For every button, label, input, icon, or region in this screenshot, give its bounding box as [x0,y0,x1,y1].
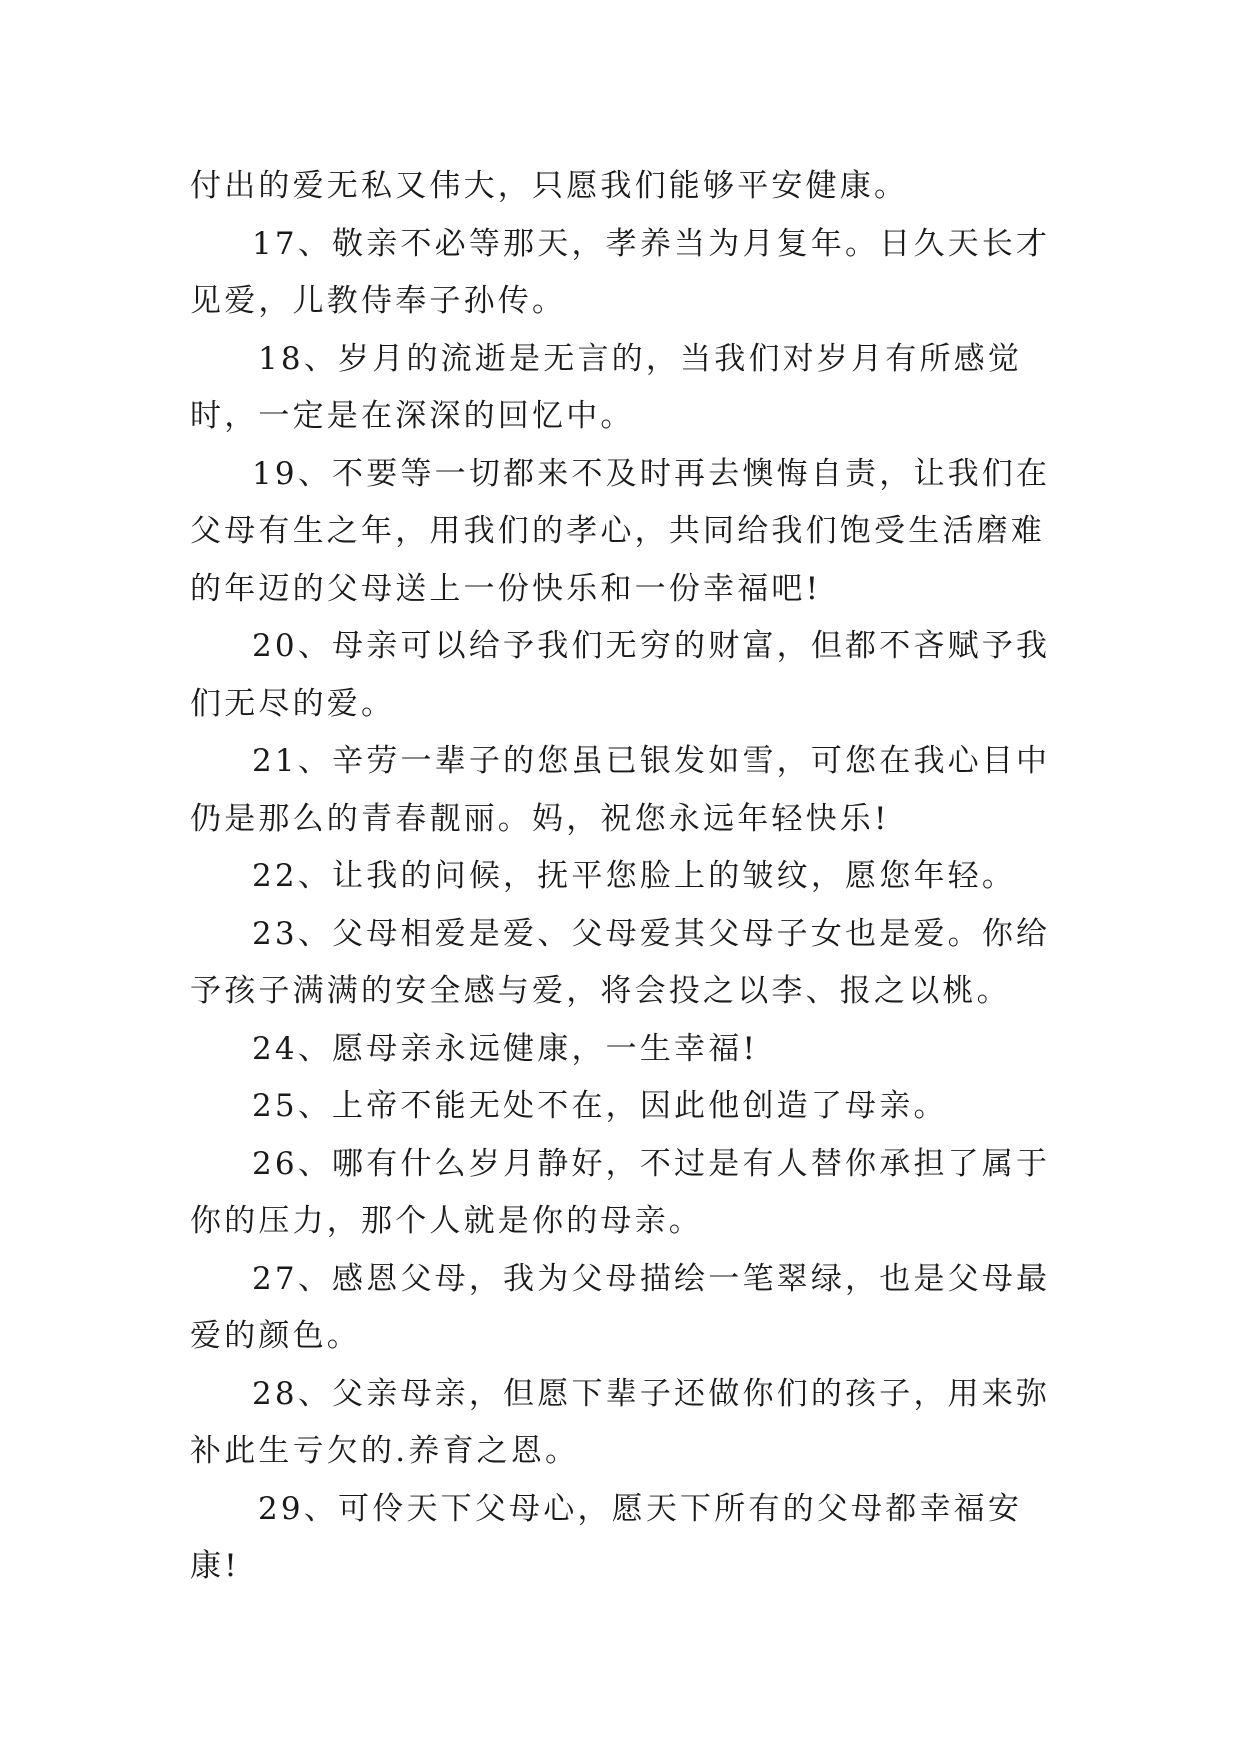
paragraph-21: 21、辛劳一辈子的您虽已银发如雪，可您在我心目中仍是那么的青春靓丽。妈，祝您永远年轻快乐! [190,743,1051,837]
paragraph-23: 23、父母相爱是爱、父母爱其父母子女也是爱。你给予孩子满满的安全感与爱，将会投之以李、报之以桃。 [190,915,1051,1009]
paragraph-29: 29、可伶天下父母心，愿天下所有的父母都幸福安康! [190,1490,1023,1584]
paragraph-17: 17、敬亲不必等那天，孝养当为月复年。日久天长才见爱，儿教侍奉子孙传。 [190,225,1051,319]
paragraph-continuation: 付出的爱无私又伟大，只愿我们能够平安健康。 [190,168,909,204]
paragraph-18: 18、岁月的流逝是无言的，当我们对岁月有所感觉时，一定是在深深的回忆中。 [190,340,1023,434]
document-body [190,158,1070,1596]
paragraph-24: 24、愿母亲永远健康，一生幸福! [252,1030,759,1067]
paragraph-25: 25、上帝不能无处不在，因此他创造了母亲。 [252,1088,948,1124]
paragraph-20: 20、母亲可以给予我们无穷的财富，但都不吝赋予我们无尽的爱。 [190,628,1051,722]
paragraph-22: 22、让我的问候，抚平您脸上的皱纹，愿您年轻。 [252,858,1017,894]
paragraph-27: 27、感恩父母，我为父母描绘一笔翠绿，也是父母最爱的颜色。 [190,1260,1051,1354]
paragraph-19: 19、不要等一切都来不及时再去懊悔自责，让我们在父母有生之年，用我们的孝心，共同给我们饱受生活磨难的年迈的父母送上一份快乐和一份幸福吧! [190,455,1051,607]
paragraph-26: 26、哪有什么岁月静好，不过是有人替你承担了属于你的压力，那个人就是你的母亲。 [190,1145,1051,1239]
paragraph-28: 28、父亲母亲，但愿下辈子还做你们的孩子，用来弥补此生亏欠的.养育之恩。 [190,1375,1051,1469]
